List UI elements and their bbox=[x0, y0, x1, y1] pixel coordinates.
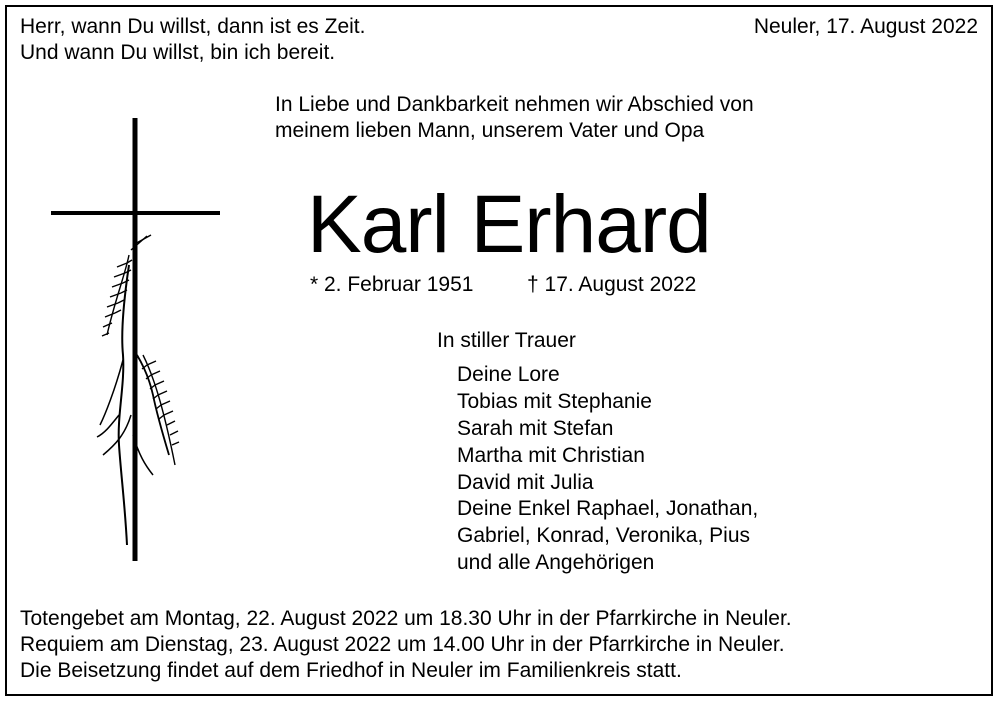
motto-line: Und wann Du willst, bin ich bereit. bbox=[20, 41, 336, 64]
intro-line: In Liebe und Dankbarkeit nehmen wir Abschied von bbox=[275, 93, 754, 116]
motto-verse bbox=[20, 14, 365, 66]
mourners-list bbox=[457, 362, 758, 577]
service-details bbox=[20, 606, 792, 684]
mourner-line: und alle Angehörigen bbox=[457, 551, 655, 575]
service-line: Die Beisetzung findet auf dem Friedhof in Neuler im Familienkreis statt. bbox=[20, 659, 682, 682]
service-line: Totengebet am Montag, 22. August 2022 um 18.30 Uhr in der Pfarrkirche in Neuler. bbox=[20, 607, 792, 630]
mourner-line: Deine Enkel Raphael, Jonathan, bbox=[457, 497, 759, 521]
deceased-name: Karl Erhard bbox=[307, 179, 711, 270]
mourner-line: Deine Lore bbox=[457, 363, 560, 386]
cross-with-wheat-icon bbox=[45, 115, 225, 565]
mourner-line: David mit Julia bbox=[457, 470, 594, 494]
intro-line: meinem lieben Mann, unserem Vater und Opa bbox=[275, 119, 705, 142]
motto-line: Herr, wann Du willst, dann ist es Zeit. bbox=[20, 15, 366, 38]
mourner-line: Martha mit Christian bbox=[457, 443, 645, 467]
place-date: Neuler, 17. August 2022 bbox=[753, 15, 978, 38]
mourner-line: Tobias mit Stephanie bbox=[457, 389, 652, 413]
service-line: Requiem am Dienstag, 23. August 2022 um 14.00 Uhr in der Pfarrkirche in Neuler. bbox=[20, 633, 785, 656]
mourning-heading: In stiller Trauer bbox=[437, 329, 576, 352]
mourner-line: Sarah mit Stefan bbox=[457, 416, 614, 440]
mourner-line: Gabriel, Konrad, Veronika, Pius bbox=[457, 524, 750, 548]
birth-date: * 2. Februar 1951 bbox=[310, 273, 474, 296]
death-date: † 17. August 2022 bbox=[527, 273, 697, 296]
intro-text bbox=[275, 92, 754, 144]
